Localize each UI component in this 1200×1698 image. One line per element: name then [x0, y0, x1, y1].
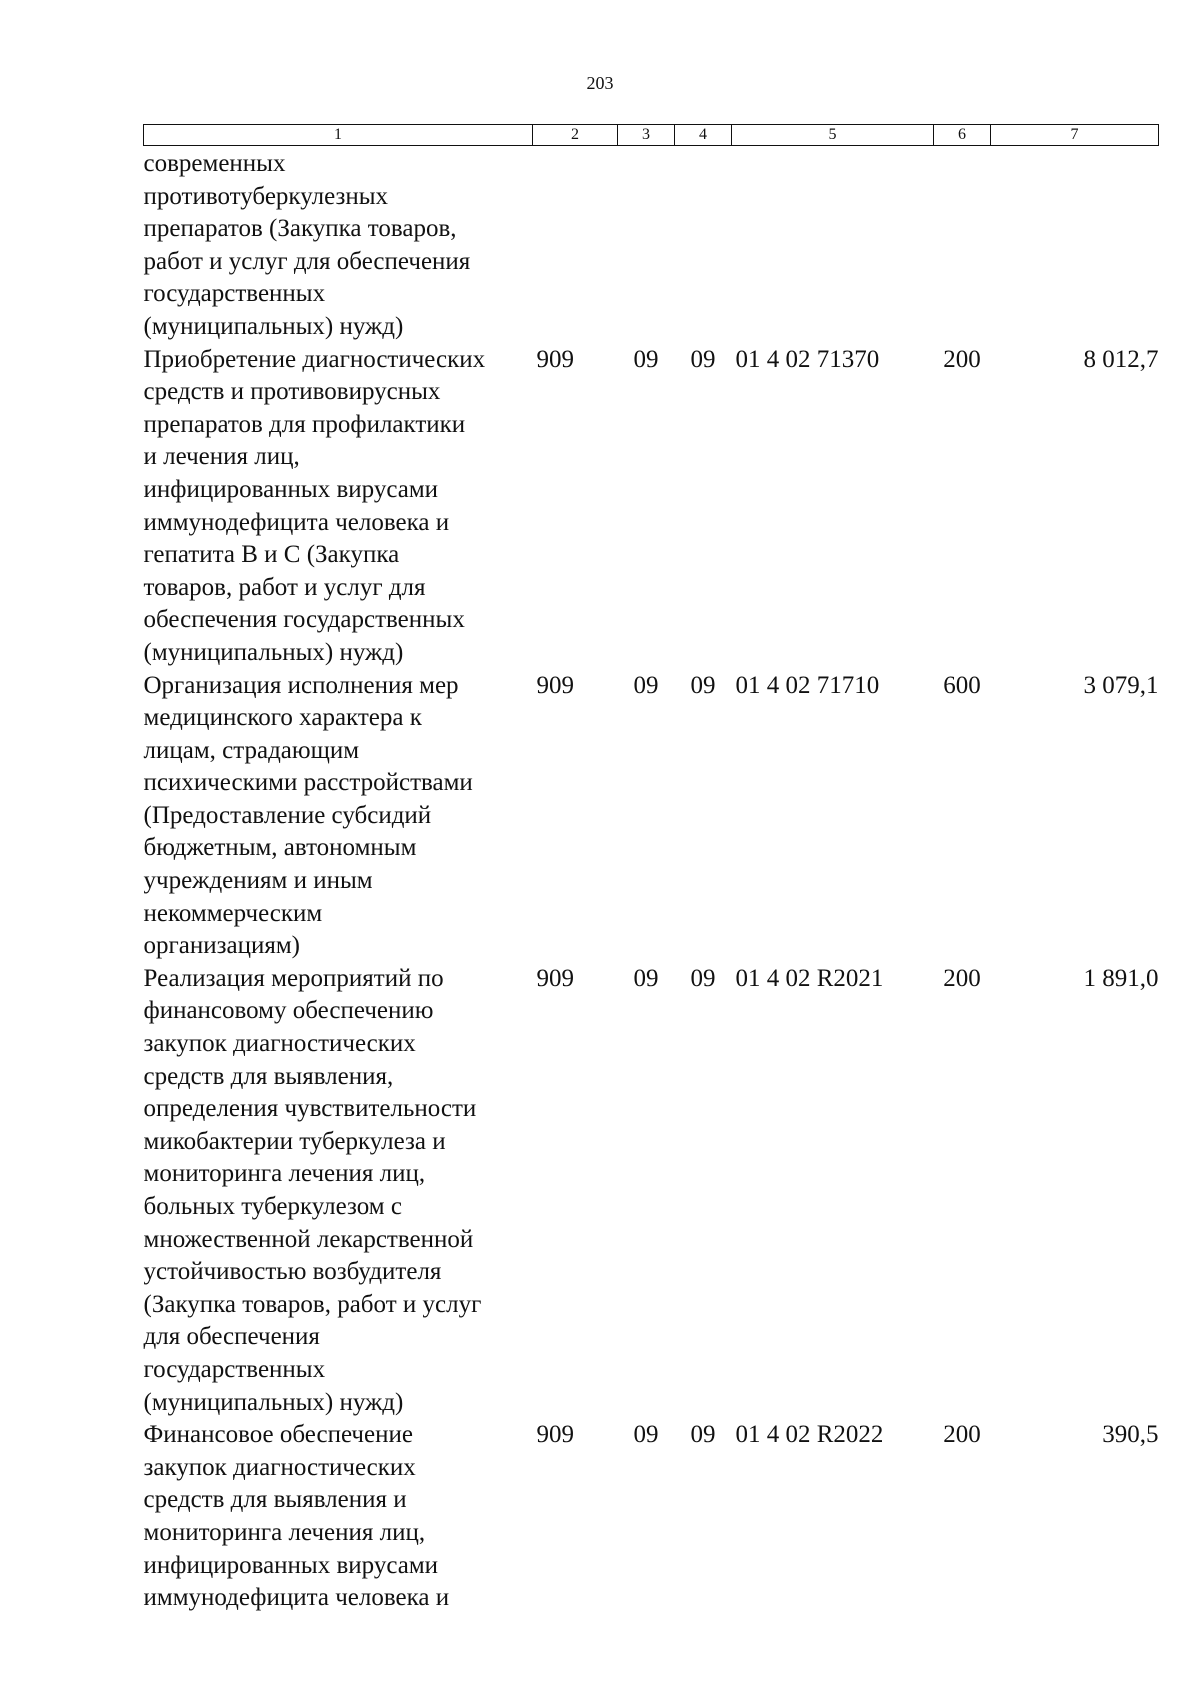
target-article-cell: [732, 146, 934, 344]
target-article-cell: 01 4 02 R2021: [735, 964, 884, 992]
item-name-line: товаров, работ и услуг для: [143, 573, 426, 601]
expense-type-cell: [934, 146, 991, 344]
amount-cell: 8 012,7: [1083, 345, 1159, 373]
column-number: 2: [533, 125, 618, 146]
item-name-line: препаратов (Закупка товаров,: [143, 215, 457, 243]
item-name-line: устойчивостью возбудителя: [143, 1258, 442, 1286]
item-name-line: Приобретение диагностических: [143, 345, 486, 373]
item-name-line: закупок диагностических: [143, 1030, 416, 1058]
item-name-cell: [144, 146, 533, 344]
expense-type-cell: 200: [943, 1421, 981, 1449]
item-name-line: (муниципальных) нужд): [143, 1388, 404, 1416]
section-cell: 09: [633, 1421, 659, 1449]
subsection-cell: 09: [690, 964, 716, 992]
amount-cell: [991, 146, 1159, 344]
subsection-cell: 09: [690, 671, 716, 699]
item-name-line: учреждениям и иным: [143, 867, 373, 895]
item-name-line: и лечения лиц,: [143, 443, 300, 471]
amount-cell: 3 079,1: [1083, 671, 1159, 699]
table-row: [144, 963, 1159, 1419]
item-name-line: инфицированных вирусами: [143, 1551, 439, 1579]
subsection-cell: 09: [690, 1421, 716, 1449]
target-article-cell: 01 4 02 71370: [735, 345, 880, 373]
table-row: [144, 146, 1159, 344]
item-name-line: Организация исполнения мер: [143, 671, 459, 699]
item-name-line: гепатита В и С (Закупка: [143, 541, 400, 569]
item-name-line: больных туберкулезом с: [143, 1193, 402, 1220]
item-name-line: государственных: [143, 280, 326, 308]
item-name-line: мониторинга лечения лиц,: [143, 1160, 426, 1188]
item-name-line: противотуберкулезных: [143, 182, 389, 210]
item-name-line: медицинского характера к: [143, 704, 422, 732]
target-article-cell: 01 4 02 71710: [735, 671, 880, 699]
column-number: 7: [991, 125, 1159, 146]
subsection-cell: 09: [690, 345, 716, 373]
ved-cell: 909: [536, 964, 574, 992]
item-name-line: определения чувствительности: [143, 1095, 477, 1123]
item-name-line: работ и услуг для обеспечения: [143, 247, 471, 275]
table-row: [144, 344, 1159, 670]
section-cell: [618, 146, 675, 344]
column-number-header: [144, 125, 1159, 146]
section-cell: 09: [633, 671, 659, 699]
column-number: 4: [675, 125, 732, 146]
section-cell: 09: [633, 345, 659, 373]
column-number: 5: [732, 125, 934, 146]
item-name-line: инфицированных вирусами: [143, 475, 439, 503]
item-name-line: препаратов для профилактики: [143, 410, 466, 438]
item-name-line: современных: [143, 150, 286, 177]
item-name-line: для обеспечения: [143, 1323, 320, 1351]
item-name-line: множественной лекарственной: [143, 1225, 474, 1253]
page-number: 203: [586, 73, 614, 93]
item-name-line: организациям): [143, 932, 300, 960]
item-name-line: закупок диагностических: [143, 1453, 416, 1481]
ved-cell: 909: [536, 671, 574, 699]
expense-type-cell: 600: [943, 671, 981, 699]
expense-type-cell: 200: [943, 964, 981, 992]
item-name-line: Финансовое обеспечение: [143, 1421, 413, 1449]
item-name-cell: [144, 963, 533, 1419]
item-name-line: средств и противовирусных: [143, 378, 441, 406]
amount-cell: 390,5: [1102, 1421, 1159, 1449]
target-article-cell: 01 4 02 R2022: [735, 1421, 884, 1449]
ved-cell: 909: [536, 345, 574, 373]
item-name-line: бюджетным, автономным: [143, 834, 417, 862]
amount-cell: 1 891,0: [1083, 964, 1159, 992]
column-number: 3: [618, 125, 675, 146]
item-name-line: некоммерческим: [143, 899, 323, 927]
item-name-cell: [144, 1419, 533, 1615]
item-name-line: мониторинга лечения лиц,: [143, 1518, 426, 1546]
column-number: 6: [934, 125, 991, 146]
item-name-line: финансовому обеспечению: [143, 997, 434, 1025]
item-name-line: (Закупка товаров, работ и услуг: [143, 1290, 482, 1318]
ved-cell: [533, 146, 618, 344]
item-name-line: средств для выявления,: [143, 1062, 394, 1090]
item-name-cell: [144, 670, 533, 963]
ved-cell: 909: [536, 1421, 574, 1449]
subsection-cell: [675, 146, 732, 344]
table-row: [144, 1419, 1159, 1615]
item-name-line: иммунодефицита человека и: [143, 508, 450, 536]
table-row: [144, 670, 1159, 963]
expense-type-cell: 200: [943, 345, 981, 373]
item-name-line: Реализация мероприятий по: [143, 964, 444, 992]
item-name-line: (Предоставление субсидий: [143, 801, 432, 829]
item-name-line: микобактерии туберкулеза и: [143, 1127, 446, 1155]
column-number: 1: [144, 125, 533, 146]
item-name-line: (муниципальных) нужд): [143, 312, 404, 340]
item-name-cell: [144, 344, 533, 670]
item-name-line: средств для выявления и: [143, 1486, 407, 1514]
item-name-line: (муниципальных) нужд): [143, 638, 404, 666]
item-name-line: психическими расстройствами: [143, 769, 473, 797]
item-name-line: государственных: [143, 1355, 326, 1383]
item-name-line: иммунодефицита человека и: [143, 1584, 450, 1612]
item-name-line: обеспечения государственных: [143, 606, 465, 634]
item-name-line: лицам, страдающим: [143, 736, 360, 764]
section-cell: 09: [633, 964, 659, 992]
budget-table: [143, 124, 1159, 1615]
